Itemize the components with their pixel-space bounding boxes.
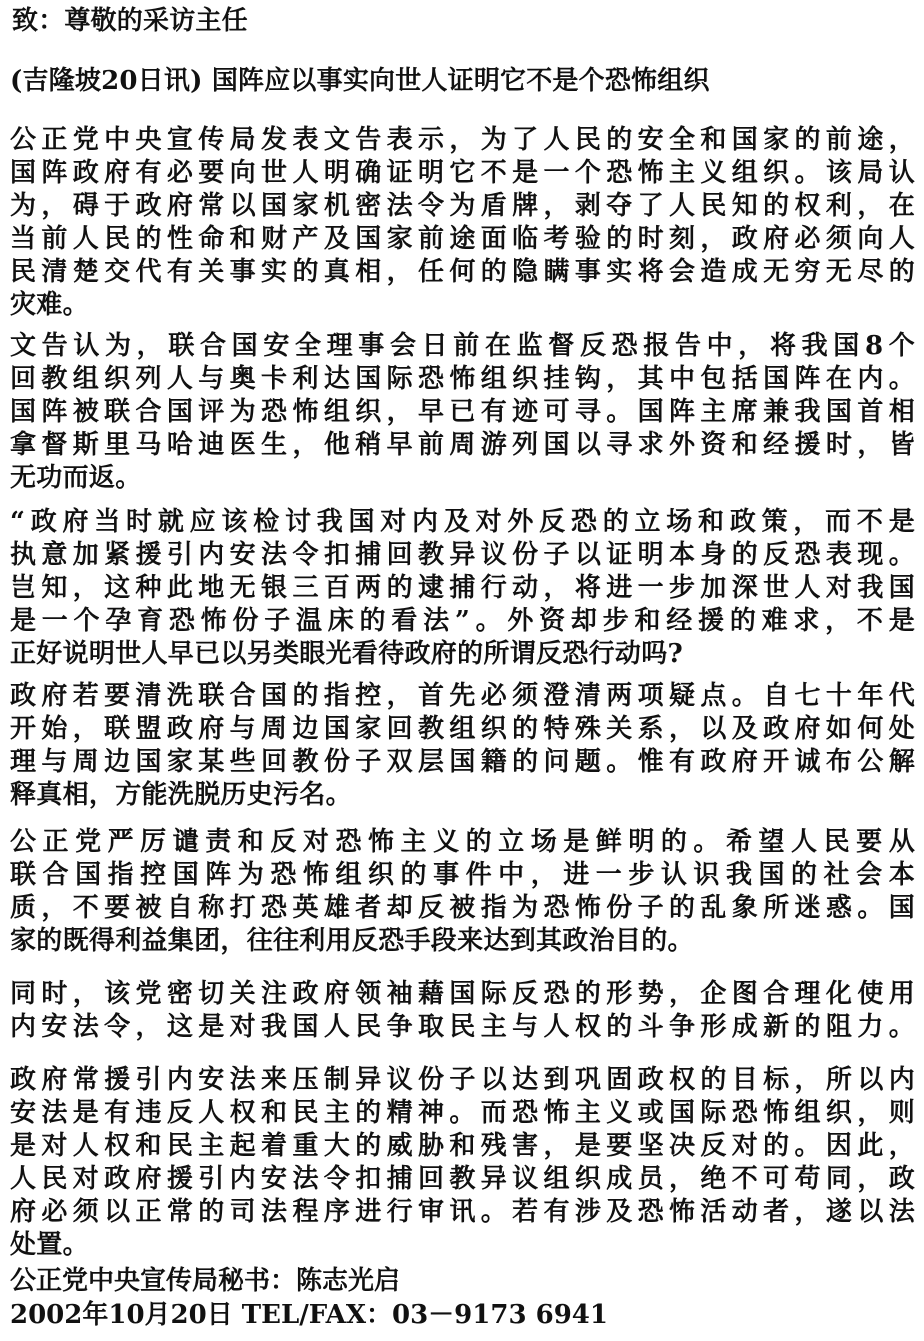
- paragraph-6: [10, 978, 915, 1044]
- paragraph-3: [10, 506, 915, 671]
- paragraph-line: 质，不要被自称打恐英雄者却反被指为恐怖份子的乱象所迷惑。国: [10, 893, 915, 923]
- paragraph-line: 当前人民的性命和财产及国家前途面临考验的时刻，政府必须向人: [10, 224, 915, 254]
- paragraph-line: 府必须以正常的司法程序进行审讯。若有涉及恐怖活动者，遂以法: [10, 1197, 915, 1227]
- paragraph-line: 执意加紧援引内安法令扣捕回教异议份子以证明本身的反恐表现。: [10, 540, 915, 570]
- signature-title: 公正党中央宣传局秘书：陈志光启: [10, 1266, 401, 1296]
- paragraph-line: 国阵被联合国评为恐怖组织，早已有迹可寻。国阵主席兼我国首相: [10, 397, 915, 427]
- paragraph-line: 文告认为，联合国安全理事会日前在监督反恐报告中，将我国8个: [10, 331, 915, 361]
- paragraph-line: 灾难。: [10, 290, 89, 320]
- paragraph-line: 政府若要清洗联合国的指控，首先必须澄清两项疑点。自七十年代: [10, 681, 915, 711]
- paragraph-line: 是对人权和民主起着重大的威胁和残害，是要坚决反对的。因此，: [10, 1131, 915, 1161]
- paragraph-7: [10, 1064, 915, 1262]
- paragraph-1: [10, 124, 915, 322]
- paragraph-line: 公正党严厉谴责和反对恐怖主义的立场是鲜明的。希望人民要从: [10, 827, 915, 857]
- paragraph-line: 联合国指控国阵为恐怖组织的事件中，进一步认识我国的社会本: [10, 860, 915, 890]
- paragraph-line: 公正党中央宣传局发表文告表示，为了人民的安全和国家的前途，: [10, 125, 915, 155]
- paragraph-4: [10, 680, 915, 812]
- paragraph-line: 拿督斯里马哈迪医生，他稍早前周游列国以寻求外资和经援时，皆: [10, 430, 915, 460]
- paragraph-line: 无功而返。: [10, 463, 142, 493]
- paragraph-line: 国阵政府有必要向世人明确证明它不是一个恐怖主义组织。该局认: [10, 158, 915, 188]
- paragraph-line: 处置。: [10, 1230, 89, 1260]
- paragraph-line: 开始，联盟政府与周边国家回教组织的特殊关系，以及政府如何处: [10, 714, 915, 744]
- paragraph-5: [10, 826, 915, 958]
- paragraph-line: 为，碍于政府常以国家机密法令为盾牌，剥夺了人民知的权利，在: [10, 191, 915, 221]
- paragraph-line: 家的既得利益集团，往往利用反恐手段来达到其政治目的。: [10, 926, 694, 956]
- headline: (吉隆坡20日讯) 国阵应以事实向世人证明它不是个恐怖组织: [10, 66, 710, 96]
- salutation: 致：尊敬的采访主任: [12, 6, 248, 36]
- paragraph-line: 人民对政府援引内安法令扣捕回教异议组织成员，绝不可苟同，政: [10, 1164, 915, 1194]
- paragraph-2: [10, 330, 915, 495]
- paragraph-line: 安法是有违反人权和民主的精神。而恐怖主义或国际恐怖组织，则: [10, 1098, 915, 1128]
- paragraph-line: 岂知，这种此地无银三百两的逮捕行动，将进一步加深世人对我国: [10, 573, 915, 603]
- paragraph-line: 同时，该党密切关注政府领袖藉国际反恐的形势，企图合理化使用: [10, 979, 915, 1009]
- paragraph-line: 内安法令，这是对我国人民争取民主与人权的斗争形成新的阻力。: [10, 1012, 915, 1042]
- paragraph-line: 民清楚交代有关事实的真相，任何的隐瞒事实将会造成无穷无尽的: [10, 257, 915, 287]
- paragraph-line: “政府当时就应该检讨我国对内及对外反恐的立场和政策，而不是: [10, 507, 915, 537]
- paragraph-line: 理与周边国家某些回教份子双层国籍的问题。惟有政府开诚布公解: [10, 747, 915, 777]
- paragraph-line: 正好说明世人早已以另类眼光看待政府的所谓反恐行动吗?: [10, 639, 684, 669]
- paragraph-line: 释真相，方能洗脱历史污名。: [10, 780, 352, 810]
- paragraph-line: 回教组织列人与奥卡利达国际恐怖组织挂钩，其中包括国阵在内。: [10, 364, 915, 394]
- signature-date-contact: 2002年10月20日 TEL/FAX：03－9173 6941: [10, 1300, 608, 1330]
- paragraph-line: 政府常援引内安法来压制异议份子以达到巩固政权的目标，所以内: [10, 1065, 915, 1095]
- paragraph-line: 是一个孕育恐怖份子温床的看法”。外资却步和经援的难求，不是: [10, 606, 915, 636]
